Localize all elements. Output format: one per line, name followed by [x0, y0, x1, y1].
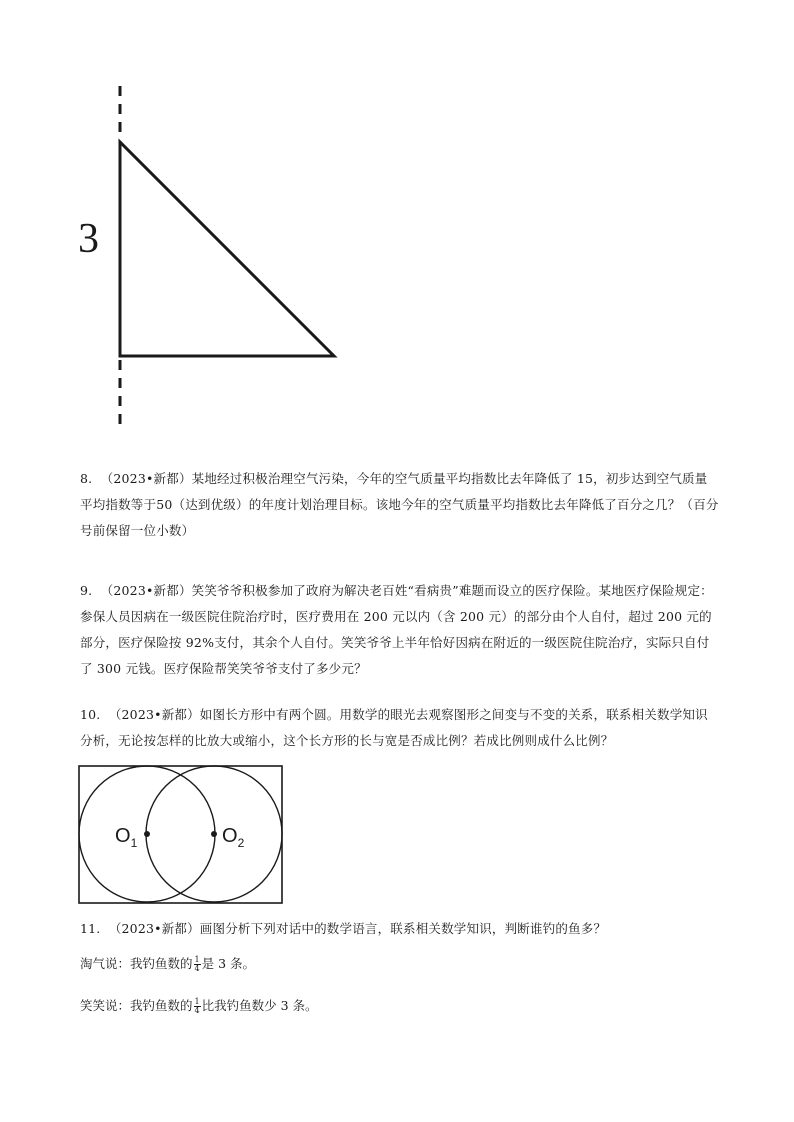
- fraction-one-quarter: $\frac{1}{4}$: [194, 997, 200, 1015]
- right-triangle: [120, 142, 334, 356]
- question-10-text: 10. （2023•新都）如图长方形中有两个圆。用数学的眼光去观察图形之间变与不变的关系，联系相关数学知识分析，无论按怎样的比放大或缩小，这个长方形的长与宽是否成比例？若成比例则成什么比例？: [80, 707, 708, 748]
- question-11: [80, 916, 720, 942]
- center-dot-1: [144, 831, 150, 837]
- question-8-text: 8. （2023•新都）某地经过积极治理空气污染，今年的空气质量平均指数比去年降低了 15，初步达到空气质量平均指数等于50（达到优级）的年度计划治理目标。该地今年的空气质量平均指数比去年降低了百分之几？（百分号前保留一位小数）: [80, 471, 719, 538]
- circle1-label: $O_1$: [115, 825, 138, 850]
- question-11-text: 11. （2023•新都）画图分析下列对话中的数学语言，联系相关数学知识，判断谁钓的鱼多？: [80, 921, 607, 936]
- triangle-figure: [60, 78, 360, 438]
- question-10: [80, 702, 720, 754]
- question-9-text: 9. （2023•新都）笑笑爷爷积极参加了政府为解决老百姓“看病贵”难题而设立的医疗保险。某地医疗保险规定：参保人员因病在一级医院住院治疗时，医疗费用在 200 元以内（含 200 元）的部分由个人自付，超过 200 元的部分，医疗保险按 92%支付，其余个人自付。笑笑爷爷上半年恰好因病在附近的一级医院住院治疗，实际只自付了 300 元钱。医疗保险帮笑笑爷爷支付了多少元？: [80, 583, 713, 676]
- center-dot-2: [211, 831, 217, 837]
- circle2-label: $O_2$: [222, 825, 245, 850]
- question-9: [80, 578, 720, 682]
- triangle-side-label: 3: [78, 216, 99, 262]
- xiaoxiao-statement: 笑笑说：我钓鱼数的 $\frac{1}{4}$ 比我钓鱼数少 3 条。: [80, 997, 318, 1015]
- taoqi-statement: 淘气说：我钓鱼数的 $\frac{1}{4}$ 是 3 条。: [80, 955, 256, 973]
- outer-rectangle: [79, 766, 282, 903]
- fraction-one-quarter: $\frac{1}{4}$: [194, 955, 200, 973]
- rectangle-circles-figure: [78, 765, 284, 905]
- question-8: [80, 466, 720, 544]
